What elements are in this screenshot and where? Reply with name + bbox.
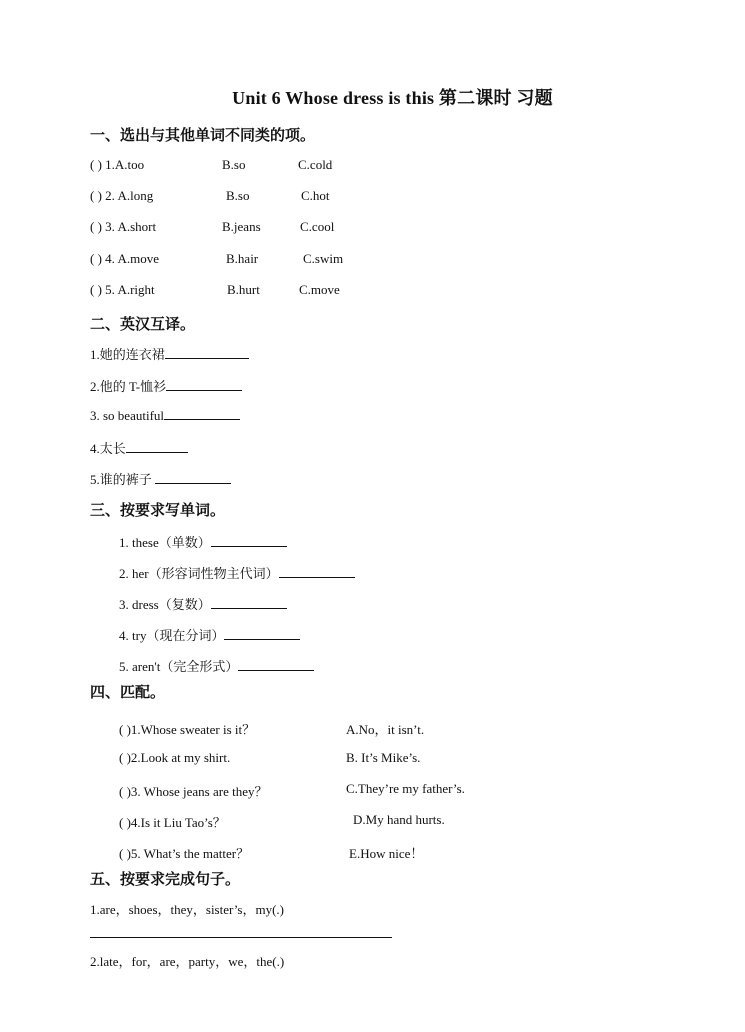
- answer-blank[interactable]: [155, 471, 231, 484]
- s4-right-d: D.My hand hurts.: [353, 812, 445, 827]
- s1-item-3-b: B.jeans: [222, 219, 261, 234]
- page-title: Unit 6 Whose dress is this 第二课时 习题: [232, 88, 553, 108]
- s4-right-a: A.No，it isn’t.: [346, 722, 425, 737]
- s3-item-1: 1. these（单数）: [119, 532, 287, 551]
- s1-item-2-a: ( ) 2. A.long: [90, 188, 154, 203]
- answer-blank[interactable]: [165, 346, 249, 359]
- s1-item-1-b: B.so: [222, 157, 246, 172]
- answer-blank[interactable]: [211, 534, 287, 547]
- s4-left-5: ( )5. What’s the matter？: [119, 846, 250, 861]
- s2-item-5: 5.谁的裤子: [90, 469, 231, 488]
- section-1-heading: 一、选出与其他单词不同类的项。: [90, 126, 316, 144]
- s3-item-2: 2. her（形容词性物主代词）: [119, 563, 355, 582]
- s1-item-5-b: B.hurt: [227, 282, 260, 297]
- s3-item-5: 5. aren't（完全形式）: [119, 656, 314, 675]
- answer-blank[interactable]: [224, 627, 300, 640]
- section-3-heading: 三、按要求写单词。: [90, 501, 226, 519]
- s4-right-e: E.How nice！: [349, 846, 424, 861]
- s1-item-5-c: C.move: [299, 282, 340, 297]
- answer-blank[interactable]: [164, 407, 240, 420]
- s1-item-1-c: C.cold: [298, 157, 333, 172]
- s1-item-5-a: ( ) 5. A.right: [90, 282, 155, 297]
- s2-item-4: 4.太长: [90, 438, 188, 457]
- section-4-heading: 四、匹配。: [90, 683, 166, 701]
- s3-item-4: 4. try（现在分词）: [119, 625, 300, 644]
- section-5-heading: 五、按要求完成句子。: [90, 870, 241, 888]
- section-2-heading: 二、英汉互译。: [90, 315, 196, 333]
- answer-blank[interactable]: [238, 658, 314, 671]
- s4-right-b: B. It’s Mike’s.: [346, 750, 421, 765]
- s2-item-3: 3. so beautiful: [90, 407, 240, 424]
- s5-item-1: 1.are，shoes，they，sister’s，my(.): [90, 902, 285, 917]
- s1-item-2-b: B.so: [226, 188, 250, 203]
- answer-blank[interactable]: [166, 378, 242, 391]
- s4-left-1: ( )1.Whose sweater is it？: [119, 722, 256, 737]
- s1-item-4-b: B.hair: [226, 251, 259, 266]
- answer-line[interactable]: [90, 937, 392, 938]
- s1-item-4-c: C.swim: [303, 251, 344, 266]
- s2-item-2: 2.他的 T-恤衫: [90, 376, 242, 395]
- s3-item-3: 3. dress（复数）: [119, 594, 287, 613]
- s1-item-3-a: ( ) 3. A.short: [90, 219, 157, 234]
- answer-blank[interactable]: [279, 565, 355, 578]
- s4-left-2: ( )2.Look at my shirt.: [119, 750, 231, 765]
- s1-item-4-a: ( ) 4. A.move: [90, 251, 159, 266]
- s4-left-3: ( )3. Whose jeans are they？: [119, 784, 268, 799]
- s1-item-1-a: ( ) 1.A.too: [90, 157, 145, 172]
- answer-blank[interactable]: [211, 596, 287, 609]
- s2-item-1: 1.她的连衣裙: [90, 344, 249, 363]
- answer-blank[interactable]: [126, 440, 188, 453]
- s5-item-2: 2.late，for，are，party，we，the(.): [90, 954, 285, 969]
- s1-item-2-c: C.hot: [301, 188, 330, 203]
- s1-item-3-c: C.cool: [300, 219, 335, 234]
- s4-right-c: C.They’re my father’s.: [346, 781, 465, 796]
- s4-left-4: ( )4.Is it Liu Tao’s？: [119, 815, 226, 830]
